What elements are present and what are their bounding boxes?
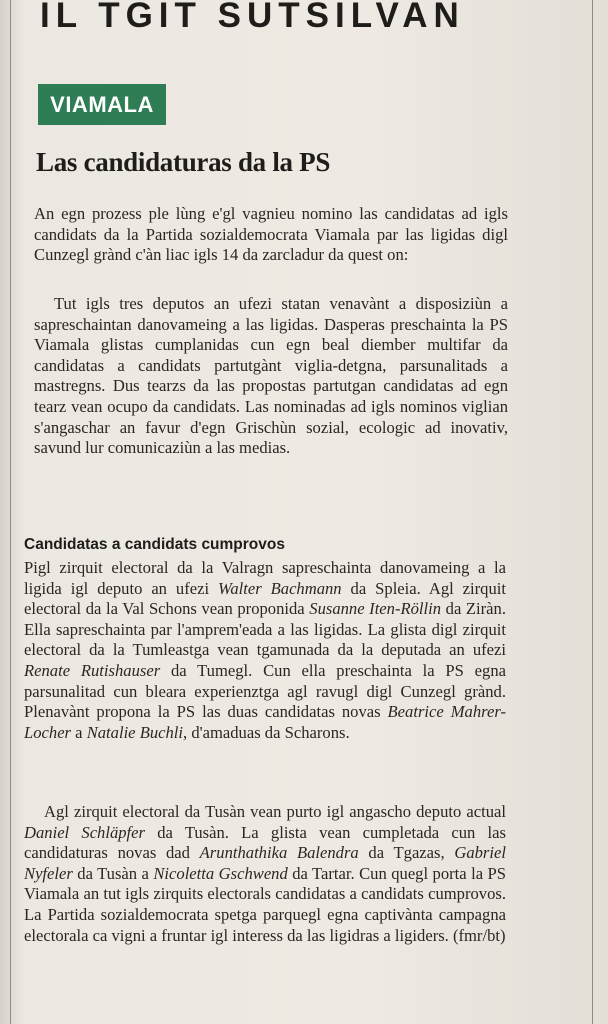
person-name: Natalie Buchli — [86, 722, 184, 742]
person-name: Gabriel Nyfeler — [24, 843, 506, 883]
body-paragraph-candidates: Pigl zirquit electoral da la Valragn sapreschainta danovameing a la ligida igl deputo an ufezi Walter Bachmann da Spleia. Agl zirquit electoral da la Val Schons vean proponida Susanne Iten-Röllin da Ziràn. Ella sapreschainta par l'amprem'eada a las ligidas. La glista digl zirquit electoral da la Tumleastga vean tgamunada da la deputada an ufezi Renate Rutishauser da Tumegl. Cun ella preschainta la PS egna parsunalitad cun bleara experienztga agl ravugl digl Cunzegl grànd. Plenavànt propona la PS las duas candidatas novas Beatrice Mahrer-Locher a Natalie Buchli, d'amaduas da Scharons. — [24, 558, 506, 742]
person-name: Nicoletta Gschwend — [153, 863, 288, 883]
person-name: Arunthathika Balendra — [199, 843, 359, 863]
body-paragraph-tusan: Agl zirquit electoral da Tusàn vean purto igl angascho deputo actual Daniel Schläpfer da Tusàn. La glista vean cumpletada cun las candidaturas novas dad Arunthathika Balendra da Tgazas, Gabriel Nyfeler da Tusàn a Nicoletta Gschwend da Tartar. Cun quegl porta la PS Viamala an tut igls zirquits electorals candidatas a candidats cumprovos. La Partida sozialdemocrata spetga parquegl egna captivànta campagna electorala ca vigni a fruntar igl interess da las ligidras a ligiders. (fmr/bt) — [24, 802, 506, 945]
person-name: Beatrice Mahrer-Locher — [24, 702, 506, 742]
intro-paragraph: An egn prozess ple lùng e'gl vagnieu nomino las candidatas ad igls candidats da la Partida sozialdemocrata Viamala par las ligidas digl Cunzegl grànd c'àn liac igls 14 da zarcladur da quest on: — [34, 204, 508, 265]
person-name: Susanne Iten-Röllin — [309, 599, 442, 619]
person-name: Renate Rutishauser — [24, 660, 161, 680]
person-name: Walter Bachmann — [218, 578, 342, 598]
person-name: Daniel Schläpfer — [24, 822, 145, 842]
article-headline: Las candidaturas da la PS — [36, 147, 331, 177]
masthead: IL TGIT SUTSILVAN — [40, 0, 465, 35]
column-rule-left — [10, 0, 11, 1024]
subheading: Candidatas a candidats cumprovos — [24, 536, 285, 553]
section-badge: VIAMALA — [38, 84, 166, 125]
body-paragraph: Tut igls tres deputos an ufezi statan venavànt a disposiziùn a sapreschaintan danovameing a las ligidas. Dasperas preschainta la PS Viamala glistas cumplanidas cun egn beal diember multifar da candidatas a candidats partutgànt viglia-detgna, parsunalitads a mastregns. Dus tearzs da las propostas partutgan candidatas ad egn tearz vean ocupo da candidats. Las nominadas ad igls nominos viglian s'angaschar an favur d'egn Grischùn sozial, ecologic ad inovativ, savund lur comunicaziùn a las medias. — [34, 294, 508, 458]
column-rule-right — [592, 0, 593, 1024]
